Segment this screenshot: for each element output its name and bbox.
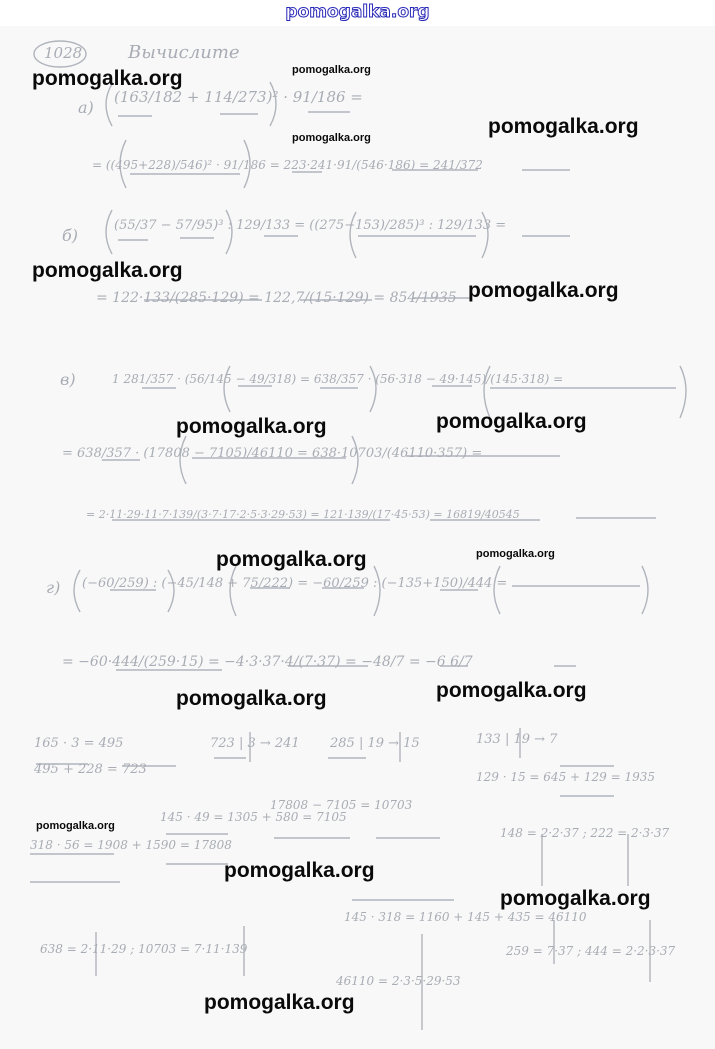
watermark: pomogalka.org xyxy=(224,859,375,882)
work-calc-14: 259 = 7·37 ; 444 = 2·2·3·37 xyxy=(506,944,676,958)
part-v-line-2: = 638/357 · (17808 − 7105)/46110 = 638·10703/(46110·357) = xyxy=(62,446,483,461)
part-a-line-2: = ((495+228)/546)² · 91/186 = 223·241·91/(546·186) = 241/372 xyxy=(92,158,483,172)
watermark: pomogalka.org xyxy=(476,548,555,560)
work-calc-5: 133 | 19 → 7 xyxy=(476,732,558,747)
part-a-line-1: (163/182 + 114/273)² · 91/186 = xyxy=(114,88,363,106)
work-calc-9: 17808 − 7105 = 10703 xyxy=(270,798,413,812)
work-calc-4: 285 | 19 → 15 xyxy=(330,736,420,751)
watermark: pomogalka.org xyxy=(488,115,639,138)
watermark: pomogalka.org xyxy=(204,991,355,1014)
part-v-label: в) xyxy=(60,370,76,389)
part-b-line-2: = 122·133/(285·129) = 122,7/(15·129) = 854/1935 xyxy=(96,290,457,306)
watermark: pomogalka.org xyxy=(292,132,371,144)
part-v-line-3: = 2·11·29·11·7·139/(3·7·17·2·5·3·29·53) = 121·139/(17·45·53) = 16819/40545 xyxy=(86,508,520,521)
work-calc-10: 145 · 318 = 1160 + 145 + 435 = 46110 xyxy=(344,910,587,924)
work-calc-6: 129 · 15 = 645 + 129 = 1935 xyxy=(476,770,656,784)
work-calc-11: 148 = 2·2·37 ; 222 = 2·3·37 xyxy=(500,826,670,840)
site-logo[interactable]: pomogalka.org xyxy=(285,2,430,22)
watermark: pomogalka.org xyxy=(32,259,183,282)
watermark: pomogalka.org xyxy=(216,548,367,571)
part-v-line-1: 1 281/357 · (56/145 − 49/318) = 638/357 · (56·318 − 49·145)/(145·318) = xyxy=(112,372,564,386)
task-instruction: Вычислите xyxy=(128,42,240,63)
work-calc-3: 723 | 3 → 241 xyxy=(210,736,300,751)
watermark: pomogalka.org xyxy=(176,415,327,438)
work-calc-13: 46110 = 2·3·5·29·53 xyxy=(336,974,461,988)
work-calc-1: 165 · 3 = 495 xyxy=(34,736,124,751)
part-g-line-2: = −60·444/(259·15) = −4·3·37·4/(7·37) = −48/7 = −6 6/7 xyxy=(62,654,473,670)
work-calc-8: 145 · 49 = 1305 + 580 = 7105 xyxy=(160,810,347,824)
part-b-label: б) xyxy=(62,226,79,245)
watermark: pomogalka.org xyxy=(32,67,183,90)
watermark: pomogalka.org xyxy=(436,679,587,702)
work-calc-12: 638 = 2·11·29 ; 10703 = 7·11·139 xyxy=(40,942,248,956)
watermark: pomogalka.org xyxy=(500,887,651,910)
watermark: pomogalka.org xyxy=(436,410,587,433)
work-calc-2: 495 + 228 = 723 xyxy=(34,762,147,777)
work-calc-7: 318 · 56 = 1908 + 1590 = 17808 xyxy=(30,838,232,852)
part-b-line-1: (55/37 − 57/95)³ : 129/133 = ((275−153)/285)³ : 129/133 = xyxy=(114,218,507,233)
watermark: pomogalka.org xyxy=(468,279,619,302)
watermark: pomogalka.org xyxy=(176,687,327,710)
task-number: 1028 xyxy=(44,44,83,62)
watermark: pomogalka.org xyxy=(292,64,371,76)
part-a-label: а) xyxy=(78,98,94,117)
part-g-line-1: (−60/259) : (−45/148 + 75/222) = −60/259 : (−135+150)/444 = xyxy=(82,576,508,591)
part-g-label: г) xyxy=(46,578,61,597)
watermark: pomogalka.org xyxy=(36,820,115,832)
